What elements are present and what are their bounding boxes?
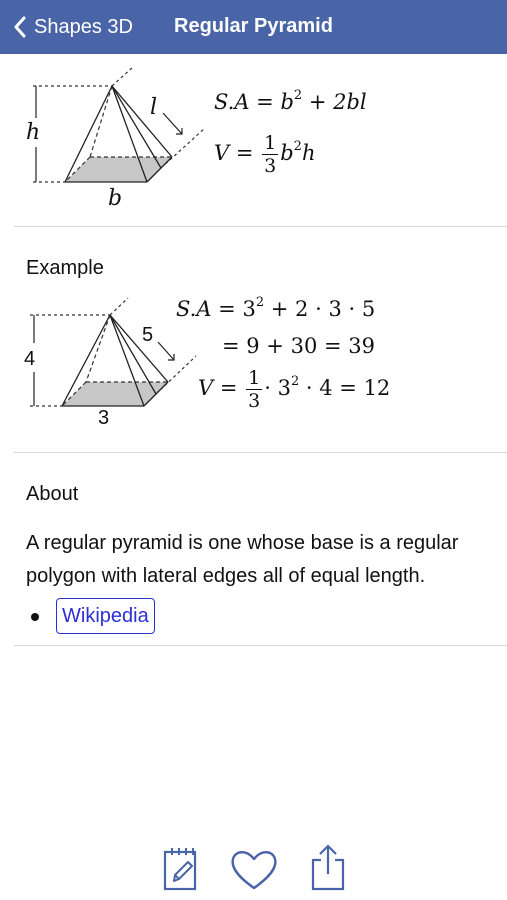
- divider: [14, 452, 507, 453]
- height-label: h: [26, 120, 41, 145]
- surface-area-formula: $S.A = b^2 + 2bl$: [214, 88, 367, 114]
- about-description: A regular pyramid is one whose base is a regular polygon with lateral edges all of equal length.: [26, 532, 459, 587]
- example-slant-label: 5: [142, 324, 154, 346]
- page-title: Regular Pyramid: [174, 15, 333, 37]
- list-bullet: [31, 613, 39, 621]
- notepad-pencil-icon: [174, 862, 192, 881]
- about-heading: About: [26, 483, 79, 505]
- example-surface-area-line2: = 9 + 30 = 39: [222, 334, 375, 358]
- navigation-bar: [0, 0, 507, 54]
- example-height-label: 4: [24, 348, 36, 370]
- share-button[interactable]: [308, 844, 348, 892]
- example-pyramid-diagram: [0, 290, 205, 430]
- share-icon: [313, 846, 343, 889]
- example-volume-formula: V = $\frac{1}{3}$ · $3^2 \cdot 4 = 12$: [198, 367, 391, 412]
- example-base-label: 3: [98, 407, 110, 429]
- back-button-label: Shapes 3D: [34, 15, 133, 38]
- divider: [14, 645, 507, 646]
- chevron-left-icon: [12, 16, 28, 38]
- base-label: b: [108, 186, 123, 211]
- heart-icon: [233, 852, 276, 888]
- divider: [14, 226, 507, 227]
- example-surface-area-line1: $S.A = 3^2 + 2 \cdot 3 \cdot 5$: [176, 295, 376, 321]
- slant-label: l: [150, 95, 158, 120]
- wikipedia-link[interactable]: Wikipedia: [56, 598, 155, 634]
- volume-formula: V = $\frac{1}{3}$ $b^2h$: [214, 132, 316, 177]
- notes-button[interactable]: [162, 844, 200, 892]
- favorite-button[interactable]: [229, 848, 279, 892]
- back-button[interactable]: [12, 14, 133, 40]
- example-heading: Example: [26, 257, 104, 279]
- pyramid-diagram: [0, 54, 210, 214]
